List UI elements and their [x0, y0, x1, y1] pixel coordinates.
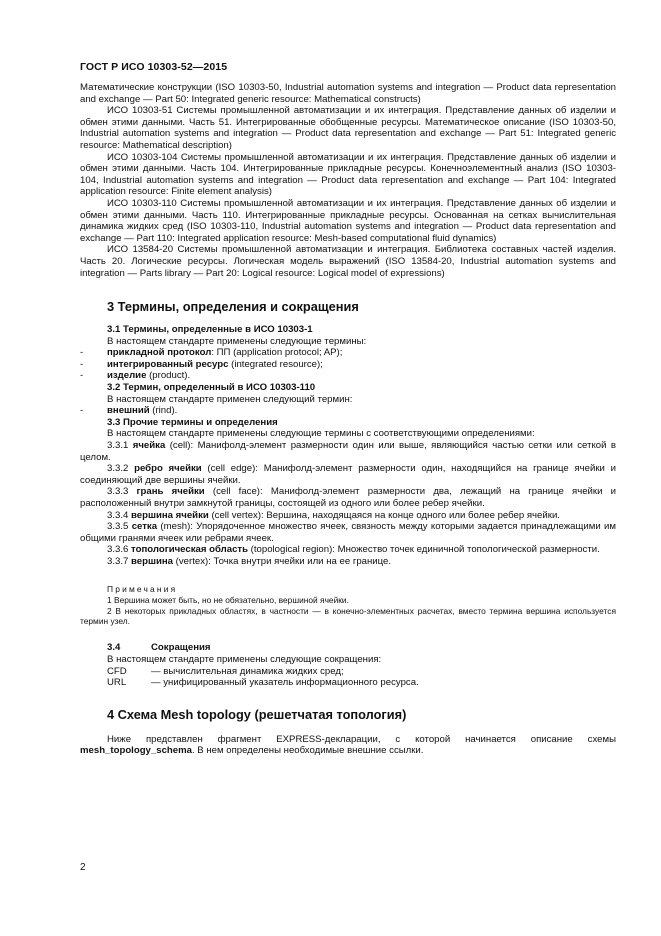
definition: 3.3.3 грань ячейки (cell face): Манифолд-элемент размерности два, лежащий на границе ячейки и расположенный внутри замкнутой границы, состоящей из одного или более ребер ячейки.: [80, 486, 616, 509]
term-list-item: - изделие (product).: [80, 370, 191, 382]
section-3-3-heading: 3.3 Прочие термины и определения: [107, 416, 278, 428]
definition: 3.3.2 ребро ячейки (cell edge): Манифолд-элемент размерности один, находящийся на границе ячейки и соединяющий две вершины ячейки.: [80, 463, 616, 486]
term: интегрированный ресурс: [107, 358, 229, 370]
section-3-2-intro: В настоящем стандарте применен следующий термин:: [107, 393, 353, 405]
section-3-3-intro: В настоящем стандарте применены следующие термины с соответствующими определениями:: [107, 428, 535, 440]
ref-paragraph: ИСО 13584-20 Системы промышленной автоматизации и интеграция. Библиотека составных частей изделия. Часть 20. Логические ресурсы. Логическая модель выражений (ISO 13584-20, Industrial automation systems and integration — Parts library — Part 20: Logical resource: Logical model of expressions): [80, 244, 616, 279]
section-3-4-intro: В настоящем стандарте применены следующие сокращения:: [107, 653, 382, 665]
notes-title: Примечания: [107, 583, 178, 594]
page-number: 2: [80, 862, 86, 873]
abbreviation-row: CFD — вычислительная динамика жидких сред;: [107, 665, 344, 677]
abbreviation-row: URL — унифицированный указатель информационного ресурса.: [107, 677, 419, 689]
section-4-paragraph: Ниже представлен фрагмент EXPRESS-декларации, с которой начинается описание схемы mesh_topology_schema. В нем определены необходимые внешние ссылки.: [80, 733, 616, 757]
ref-paragraph: Математические конструкции (ISO 10303-50, Industrial automation systems and integration — Product data representation and exchange — Part 50: Integrated generic resource: Mathematical constructs): [80, 82, 616, 105]
term: прикладной протокол: [107, 347, 212, 359]
document-body: [80, 82, 616, 757]
section-3-2-heading: 3.2 Термин, определенный в ИСО 10303-110: [107, 382, 316, 394]
ref-paragraph: ИСО 10303-51 Системы промышленной автоматизации и их интеграция. Представление данных об изделии и обмен этими данными. Часть 51. Интегрированные обобщенные ресурсы. Математическое описание (ISO 10303-50, Industrial automation systems and integration — Product data representation and exchange — Part 51: Integrated generic resource: Mathematical description): [80, 105, 616, 151]
note: 1 Вершина может быть, но не обязательно, вершиной ячейки.: [107, 595, 349, 606]
term-list-item: - интегрированный ресурс (integrated resource);: [80, 358, 323, 370]
term: внешний: [107, 405, 150, 417]
section-4-heading: 4 Схема Mesh topology (решетчатая топология): [107, 706, 407, 722]
section-3-1-heading: 3.1 Термины, определенные в ИСО 10303-1: [107, 324, 313, 336]
section-3-1-intro: В настоящем стандарте применены следующие термины:: [107, 335, 367, 347]
definition: 3.3.7 вершина (vertex): Точка внутри ячейки или на ее границе.: [107, 555, 392, 567]
definition: 3.3.6 топологическая область (topological region): Множество точек единичной топологической размерности.: [107, 544, 600, 556]
note: 2 В некоторых прикладных областях, в частности — в конечно-элементных расчетах, вместо термина вершина используется термин узел.: [80, 605, 616, 626]
document-header: ГОСТ Р ИСО 10303-52—2015: [80, 61, 228, 73]
definition: 3.3.4 вершина ячейки (cell vertex): Вершина, находящаяся на конце одного или более ребер ячейки.: [107, 509, 560, 521]
term-list-item: - внешний (rind).: [80, 405, 178, 417]
section-3-4-heading: 3.4 Сокращения: [107, 642, 211, 654]
section-3-heading: 3 Термины, определения и сокращения: [107, 299, 359, 315]
definition: 3.3.1 ячейка (cell): Манифолд-элемент размерности один или выше, являющийся частью сетки или сеткой в целом.: [80, 440, 616, 463]
ref-paragraph: ИСО 10303-110 Системы промышленной автоматизации и их интеграция. Представление данных об изделии и обмен этими данными. Часть 110. Интегрированные прикладные ресурсы. Основанная на сетках вычислительная динамика жидких сред (ISO 10303-110, Industrial automation systems and integration — Product data representation and exchange — Part 110: Integrated application resource: Mesh-based computational fluid dynamics): [80, 197, 616, 244]
definition: 3.3.5 сетка (mesh): Упорядоченное множество ячеек, связность между которыми задается принадлежащими им общими гранями ячеек или ребрами ячеек.: [80, 521, 616, 544]
ref-paragraph: ИСО 10303-104 Системы промышленной автоматизации и их интеграция. Представление данных об изделии и обмен этими данными. Часть 104. Интегрированные прикладные ресурсы. Конечноэлементный анализ (ISO 10303-104, Industrial automation systems and integration — Product data representation and exchange — Part 104: Integrated application resource: Finite element analysis): [80, 151, 616, 198]
term: изделие: [107, 370, 147, 382]
term-list-item: - прикладной протокол: ПП (application protocol; AP);: [80, 347, 343, 359]
